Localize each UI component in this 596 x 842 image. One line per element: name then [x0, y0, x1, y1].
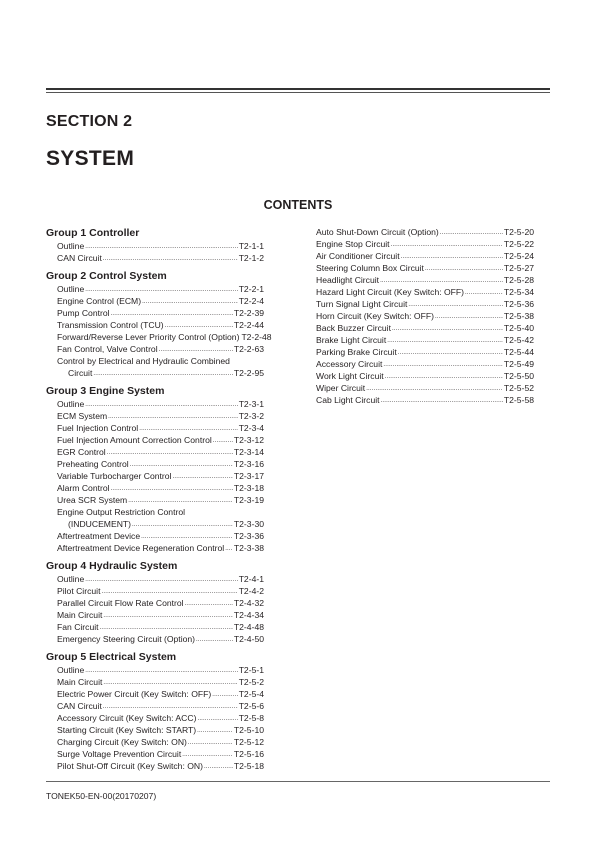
toc-entry-page: T2-3-16	[233, 459, 264, 469]
toc-entry-label: Main Circuit	[57, 610, 103, 620]
dot-leader	[101, 585, 237, 597]
toc-entry-page: T2-4-50	[233, 634, 264, 644]
toc-entry-page: T2-4-1	[238, 574, 264, 584]
dot-leader	[425, 262, 503, 274]
contents-heading: CONTENTS	[263, 198, 333, 212]
toc-entry-page: T2-4-34	[233, 610, 264, 620]
toc-entry[interactable]	[46, 398, 264, 410]
toc-entry-label: Engine Output Restriction Control	[57, 507, 186, 517]
toc-entry-label: Fuel Injection Control	[57, 423, 139, 433]
toc-entry-label: Variable Turbocharger Control	[57, 471, 172, 481]
toc-entry[interactable]	[46, 676, 264, 688]
dot-leader	[204, 760, 233, 772]
dot-leader	[103, 700, 238, 712]
toc-group-title[interactable]: Group 4 Hydraulic System	[46, 560, 178, 572]
toc-entry-label: Headlight Circuit	[316, 275, 380, 285]
toc-entry-label: Outline	[57, 241, 85, 251]
toc-entry-label: CAN Circuit	[57, 253, 102, 263]
toc-entry[interactable]	[46, 319, 264, 331]
dot-leader	[197, 724, 233, 736]
toc-entry[interactable]	[46, 633, 264, 645]
toc-entry[interactable]	[316, 346, 534, 358]
toc-entry[interactable]	[316, 250, 534, 262]
toc-entry[interactable]	[316, 334, 534, 346]
toc-entry-label: Surge Voltage Prevention Circuit	[57, 749, 182, 759]
toc-entry-page: T2-3-38	[233, 543, 264, 553]
toc-entry-page: T2-5-58	[503, 395, 534, 405]
toc-entry[interactable]	[46, 482, 264, 494]
toc-entry[interactable]	[316, 322, 534, 334]
toc-entry[interactable]	[46, 748, 264, 760]
toc-entry[interactable]	[46, 410, 264, 422]
dot-leader	[103, 676, 237, 688]
toc-entry-label: Control by Electrical and Hydraulic Combined	[57, 356, 230, 366]
toc-entry-label: Forward/Reverse Lever Priority Control (Option)	[57, 332, 240, 342]
toc-entry-label: Air Conditioner Circuit	[316, 251, 400, 261]
toc-entry-page: T2-2-44	[233, 320, 264, 330]
toc-entry-page: T2-3-4	[238, 423, 264, 433]
dot-leader	[440, 226, 503, 238]
dot-leader	[172, 470, 232, 482]
section-title: SYSTEM	[46, 147, 135, 170]
toc-entry-label: EGR Control	[57, 447, 106, 457]
toc-entry-page: T2-5-38	[503, 311, 534, 321]
toc-entry-page: T2-5-2	[238, 677, 264, 687]
toc-right-column	[316, 226, 534, 406]
dot-leader	[130, 458, 233, 470]
toc-entry-page: T2-5-16	[233, 749, 264, 759]
toc-entry[interactable]	[316, 262, 534, 274]
toc-entry[interactable]	[46, 688, 264, 700]
toc-entry-page: T2-3-12	[233, 435, 264, 445]
toc-entry-label: Brake Light Circuit	[316, 335, 387, 345]
toc-entry[interactable]	[316, 226, 534, 238]
dot-leader	[142, 295, 238, 307]
toc-entry-label: Circuit	[68, 368, 93, 378]
toc-entry[interactable]	[46, 573, 264, 585]
dot-leader	[398, 346, 503, 358]
toc-entry[interactable]	[46, 434, 264, 446]
dot-leader	[165, 319, 233, 331]
toc-entry-page: T2-1-2	[238, 253, 264, 263]
toc-entry[interactable]	[316, 382, 534, 394]
toc-entry-page: T2-5-36	[503, 299, 534, 309]
toc-entry[interactable]	[46, 542, 264, 554]
dot-leader	[103, 609, 233, 621]
toc-entry[interactable]	[46, 343, 264, 355]
toc-entry-page: T2-5-34	[503, 287, 534, 297]
dot-leader	[385, 370, 503, 382]
toc-entry[interactable]	[46, 494, 264, 506]
toc-entry-page: T2-5-1	[238, 665, 264, 675]
toc-entry[interactable]	[316, 394, 534, 406]
toc-entry[interactable]	[46, 506, 264, 518]
toc-entry-label: ECM System	[57, 411, 108, 421]
dot-leader	[139, 422, 237, 434]
toc-entry-page: T2-1-1	[238, 241, 264, 251]
toc-entry[interactable]	[46, 712, 264, 724]
toc-group-title[interactable]: Group 2 Control System	[46, 270, 167, 282]
toc-entry-page: T2-5-24	[503, 251, 534, 261]
toc-entry-label: Aftertreatment Device Regeneration Control	[57, 543, 225, 553]
toc-entry-page: T2-5-27	[503, 263, 534, 273]
toc-entry[interactable]	[46, 585, 264, 597]
dot-leader	[435, 310, 503, 322]
dot-leader	[408, 298, 503, 310]
dot-leader	[196, 633, 233, 645]
toc-entry[interactable]	[46, 283, 264, 295]
toc-entry[interactable]	[316, 274, 534, 286]
toc-entry-page: T2-5-52	[503, 383, 534, 393]
toc-entry-page: T2-3-14	[233, 447, 264, 457]
toc-entry-page: T2-2-4	[238, 296, 264, 306]
toc-entry-label: Aftertreatment Device	[57, 531, 141, 541]
toc-entry-page: T2-3-30	[233, 519, 264, 529]
toc-entry-label: Engine Stop Circuit	[316, 239, 390, 249]
toc-entry-page: T2-2-95	[233, 368, 264, 378]
toc-entry-label: Alarm Control	[57, 483, 110, 493]
dot-leader	[85, 283, 237, 295]
toc-entry[interactable]	[46, 609, 264, 621]
toc-group-title[interactable]: Group 1 Controller	[46, 227, 140, 239]
toc-entry-page: T2-3-19	[233, 495, 264, 505]
dot-leader	[182, 748, 233, 760]
toc-entry-page: T2-2-48	[241, 332, 272, 342]
toc-entry-page: T2-4-32	[233, 598, 264, 608]
toc-entry-page: T2-4-48	[233, 622, 264, 632]
dot-leader	[392, 322, 503, 334]
toc-entry[interactable]	[46, 724, 264, 736]
toc-entry-page: T2-5-42	[503, 335, 534, 345]
toc-entry-page: T2-5-8	[238, 713, 264, 723]
toc-entry[interactable]	[46, 664, 264, 676]
dot-leader	[132, 518, 233, 530]
toc-entry-page: T2-5-28	[503, 275, 534, 285]
toc-entry-page: T2-5-18	[233, 761, 264, 771]
toc-entry[interactable]	[46, 736, 264, 748]
dot-leader	[381, 394, 503, 406]
toc-entry[interactable]	[46, 597, 264, 609]
dot-leader	[93, 367, 233, 379]
toc-entry-page: T2-5-6	[238, 701, 264, 711]
toc-entry-page: T2-5-20	[503, 227, 534, 237]
toc-entry[interactable]	[46, 700, 264, 712]
toc-group-title[interactable]: Group 3 Engine System	[46, 385, 165, 397]
dot-leader	[111, 482, 233, 494]
toc-entry[interactable]	[46, 422, 264, 434]
toc-entry-label: Starting Circuit (Key Switch: START)	[57, 725, 197, 735]
toc-entry-label: Pump Control	[57, 308, 110, 318]
toc-entry-label: Accessory Circuit (Key Switch: ACC)	[57, 713, 197, 723]
top-rule-thick	[46, 88, 550, 90]
dot-leader	[107, 446, 233, 458]
toc-entry[interactable]	[316, 286, 534, 298]
section-label: SECTION 2	[46, 113, 133, 130]
dot-leader	[85, 664, 237, 676]
toc-entry[interactable]	[46, 446, 264, 458]
toc-entry-label: Main Circuit	[57, 677, 103, 687]
toc-entry[interactable]	[46, 760, 264, 772]
toc-entry-page: T2-2-39	[233, 308, 264, 318]
toc-entry[interactable]	[46, 331, 272, 343]
toc-entry-label: CAN Circuit	[57, 701, 102, 711]
toc-entry[interactable]	[46, 518, 264, 530]
toc-entry-label: Pilot Shut-Off Circuit (Key Switch: ON)	[57, 761, 203, 771]
toc-entry-label: Auto Shut-Down Circuit (Option)	[316, 227, 439, 237]
toc-entry-label: Electric Power Circuit (Key Switch: OFF)	[57, 689, 212, 699]
toc-entry-label: Work Light Circuit	[316, 371, 384, 381]
dot-leader	[366, 382, 503, 394]
toc-entry[interactable]	[46, 355, 264, 367]
toc-entry-page: T2-5-49	[503, 359, 534, 369]
toc-entry-page: T2-4-2	[238, 586, 264, 596]
toc-entry-label: Fan Control, Valve Control	[57, 344, 158, 354]
dot-leader	[188, 736, 233, 748]
dot-leader	[225, 542, 233, 554]
toc-entry[interactable]	[46, 367, 264, 379]
toc-entry-page: T2-3-36	[233, 531, 264, 541]
dot-leader	[159, 343, 233, 355]
toc-entry[interactable]	[46, 295, 264, 307]
dot-leader	[85, 573, 237, 585]
toc-entry-label: Outline	[57, 284, 85, 294]
toc-entry-page: T2-3-18	[233, 483, 264, 493]
toc-entry-page: T2-5-12	[233, 737, 264, 747]
toc-entry-page: T2-5-22	[503, 239, 534, 249]
dot-leader	[401, 250, 503, 262]
dot-leader	[111, 307, 233, 319]
dot-leader	[100, 621, 233, 633]
toc-entry-page: T2-2-1	[238, 284, 264, 294]
toc-entry-label: Cab Light Circuit	[316, 395, 380, 405]
toc-group-title[interactable]: Group 5 Electrical System	[46, 651, 177, 663]
toc-entry-label: Outline	[57, 399, 85, 409]
toc-entry-label: Pilot Circuit	[57, 586, 101, 596]
toc-entry-page: T2-5-44	[503, 347, 534, 357]
toc-entry[interactable]	[46, 530, 264, 542]
toc-entry[interactable]	[316, 358, 534, 370]
toc-entry[interactable]	[46, 458, 264, 470]
toc-entry[interactable]	[46, 470, 264, 482]
toc-entry-label: (INDUCEMENT)	[68, 519, 132, 529]
toc-entry-page: T2-3-1	[238, 399, 264, 409]
toc-entry-label: Outline	[57, 574, 85, 584]
dot-leader	[141, 530, 233, 542]
toc-entry[interactable]	[46, 252, 264, 264]
dot-leader	[185, 597, 233, 609]
toc-entry-label: Parallel Circuit Flow Rate Control	[57, 598, 184, 608]
toc-entry-page: T2-5-4	[238, 689, 264, 699]
toc-entry-label: Fan Circuit	[57, 622, 99, 632]
dot-leader	[465, 286, 503, 298]
toc-entry-page: T2-2-63	[233, 344, 264, 354]
document-code: TONEK50-EN-00(20170207)	[46, 791, 157, 801]
toc-entry-label: Horn Circuit (Key Switch: OFF)	[316, 311, 434, 321]
dot-leader	[108, 410, 238, 422]
toc-entry[interactable]	[316, 238, 534, 250]
toc-entry-label: Hazard Light Circuit (Key Switch: OFF)	[316, 287, 465, 297]
dot-leader	[380, 274, 503, 286]
toc-entry-label: Parking Brake Circuit	[316, 347, 397, 357]
toc-entry-label: Preheating Control	[57, 459, 129, 469]
toc-entry-page: T2-3-17	[233, 471, 264, 481]
footer-rule	[46, 781, 550, 782]
toc-left-column	[46, 226, 272, 772]
dot-leader	[387, 334, 503, 346]
toc-entry-page: T2-3-2	[238, 411, 264, 421]
dot-leader	[103, 252, 238, 264]
toc-entry[interactable]	[316, 370, 534, 382]
dot-leader	[383, 358, 503, 370]
dot-leader	[85, 398, 237, 410]
toc-entry[interactable]	[316, 310, 534, 322]
toc-entry-label: Wiper Circuit	[316, 383, 366, 393]
toc-entry[interactable]	[46, 240, 264, 252]
toc-entry-label: Back Buzzer Circuit	[316, 323, 391, 333]
dot-leader	[197, 712, 237, 724]
toc-entry-page: T2-5-10	[233, 725, 264, 735]
dot-leader	[128, 494, 233, 506]
toc-entry-label: Emergency Steering Circuit (Option)	[57, 634, 196, 644]
toc-entry[interactable]	[46, 621, 264, 633]
toc-entry-label: Urea SCR System	[57, 495, 128, 505]
dot-leader	[391, 238, 503, 250]
toc-entry-page: T2-5-50	[503, 371, 534, 381]
dot-leader	[213, 434, 233, 446]
toc-entry-label: Charging Circuit (Key Switch: ON)	[57, 737, 187, 747]
toc-entry[interactable]	[316, 298, 534, 310]
toc-entry-label: Outline	[57, 665, 85, 675]
toc-entry-label: Steering Column Box Circuit	[316, 263, 424, 273]
toc-entry-label: Accessory Circuit	[316, 359, 383, 369]
toc-entry-label: Turn Signal Light Circuit	[316, 299, 408, 309]
top-rule-thin	[46, 92, 550, 93]
toc-entry-label: Fuel Injection Amount Correction Control	[57, 435, 212, 445]
toc-entry-label: Transmission Control (TCU)	[57, 320, 164, 330]
dot-leader	[85, 240, 237, 252]
dot-leader	[212, 688, 237, 700]
toc-entry[interactable]	[46, 307, 264, 319]
toc-entry-page: T2-5-40	[503, 323, 534, 333]
toc-entry-label: Engine Control (ECM)	[57, 296, 142, 306]
